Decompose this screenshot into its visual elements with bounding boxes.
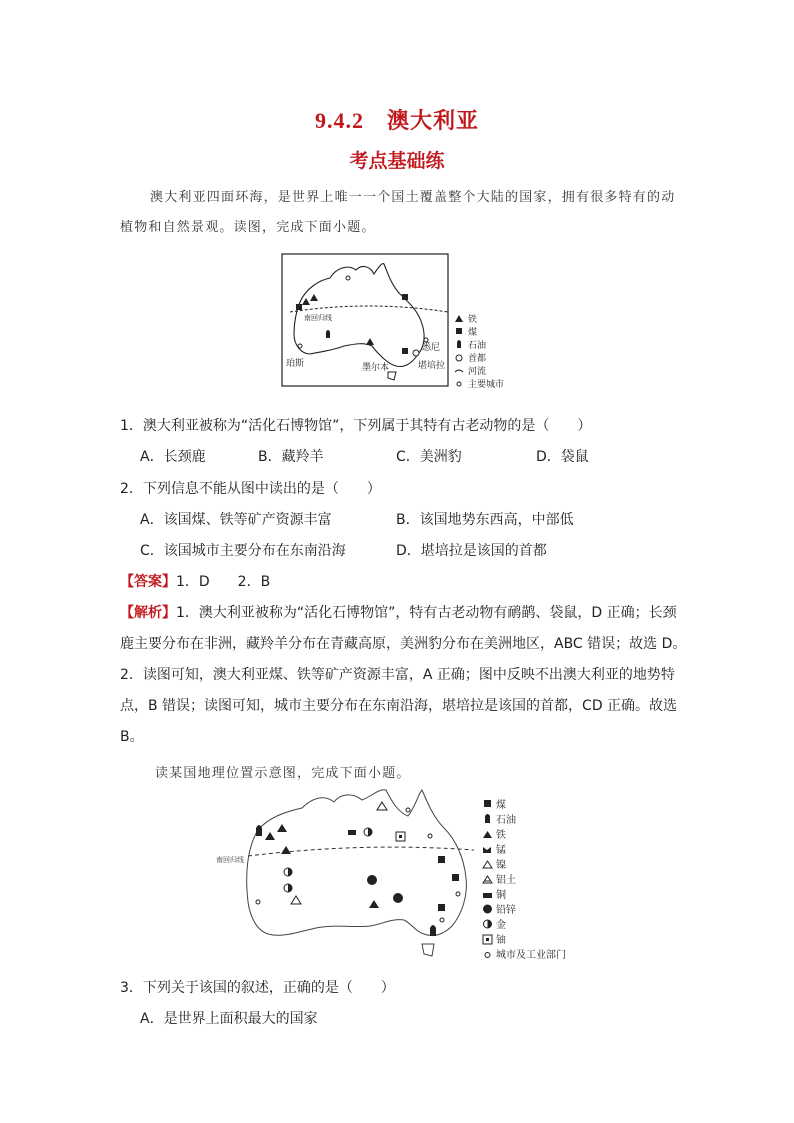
- coal-symbol: [438, 856, 445, 863]
- legend-item: 铝土: [496, 875, 516, 886]
- legend-oil-icon: [457, 340, 461, 348]
- sydney-label: 悉尼: [422, 343, 441, 353]
- legend-item: 主要城市: [468, 380, 505, 390]
- legend-item: 煤: [468, 328, 478, 338]
- analysis-label: 【解析】: [120, 605, 176, 621]
- city-symbol: [456, 892, 460, 896]
- question-1-option-b: B．藏羚羊: [258, 449, 324, 465]
- analysis-line-3: 2．读图可知，澳大利亚煤、铁等矿产资源丰富，A 正确；图中反映不出澳大利亚的地势特: [120, 667, 675, 683]
- legend-capital-icon: [456, 355, 462, 361]
- legend-item: 铅锌: [496, 905, 516, 916]
- legend-item: 首都: [468, 354, 487, 364]
- legend-bauxite-icon: [483, 876, 492, 883]
- coal-symbol: [296, 304, 302, 310]
- legend-copper-icon: [483, 893, 492, 898]
- legend-item: 铀: [496, 935, 506, 946]
- question-2-option-d: D．堪培拉是该国的首都: [396, 543, 547, 559]
- analysis-line-4: 点，B 错误；读图可知，城市主要分布在东南沿海，堪培拉是该国的首都，CD 正确。故选: [120, 698, 678, 714]
- question-3-stem: 3．下列关于该国的叙述，正确的是（ ）: [120, 980, 395, 996]
- legend-uranium-dot: [486, 938, 489, 941]
- canberra-label: 堪培拉: [418, 361, 446, 371]
- lead-zinc-symbol: [367, 875, 377, 885]
- legend-oil-icon: [485, 814, 490, 823]
- legend-item: 铁: [468, 315, 478, 325]
- question-1-option-d: D．袋鼠: [536, 449, 589, 465]
- legend-item: 石油: [468, 341, 487, 351]
- question-2-option-a: A．该国煤、铁等矿产资源丰富: [140, 512, 332, 528]
- melbourne-label: 墨尔本: [362, 363, 390, 373]
- question-1-stem: 1．澳大利亚被称为“活化石博物馆”，下列属于其特有古老动物的是（ ）: [120, 418, 592, 434]
- oil-symbol: [256, 825, 262, 836]
- legend-item: 铜: [496, 890, 506, 901]
- analysis-line-2: 鹿主要分布在非洲，藏羚羊分布在青藏高原，美洲豹分布在美洲地区，ABC 错误；故选 D。: [120, 636, 687, 652]
- question-2-option-c: C．该国城市主要分布在东南沿海: [140, 543, 346, 559]
- legend-item: 城市及工业部门: [496, 950, 566, 961]
- question-3-option-a: A．是世界上面积最大的国家: [140, 1011, 318, 1027]
- city-symbol: [406, 808, 410, 812]
- city-symbol: [424, 338, 428, 342]
- legend-iron-icon: [455, 315, 463, 322]
- page-subtitle: 考点基础练: [349, 150, 445, 172]
- analysis-line-5: B。: [120, 729, 144, 745]
- legend-item: 河流: [468, 367, 487, 377]
- legend-item: 煤: [496, 800, 506, 811]
- legend-manganese-icon: [483, 847, 491, 853]
- legend-coal-icon: [456, 328, 462, 334]
- legend-iron-icon: [483, 831, 492, 838]
- legend-coal-icon: [484, 800, 491, 807]
- intro-line-1: 澳大利亚四面环海，是世界上唯一一个国土覆盖整个大陆的国家，拥有很多特有的动: [150, 190, 676, 205]
- coal-symbol: [402, 348, 408, 354]
- tasmania: [422, 944, 434, 956]
- legend-item: 铁: [496, 830, 506, 841]
- question-1-option-a: A．长颈鹿: [140, 449, 206, 465]
- lead-zinc-symbol: [393, 893, 403, 903]
- tasmania: [388, 372, 396, 380]
- coal-symbol: [402, 294, 408, 300]
- legend-river-icon: [455, 370, 463, 372]
- legend-item: 金: [496, 920, 506, 931]
- perth-label: 珀斯: [286, 359, 305, 369]
- city-symbol: [346, 276, 350, 280]
- legend-nickel-icon: [483, 861, 492, 868]
- copper-symbol: [348, 830, 356, 835]
- city-symbol: [440, 918, 444, 922]
- question-2-stem: 2．下列信息不能从图中读出的是（ ）: [120, 481, 381, 497]
- question-1-option-c: C．美洲豹: [396, 449, 462, 465]
- legend-item: 镍: [496, 860, 506, 871]
- answer-text: 1．D 2．B: [176, 574, 271, 590]
- coal-symbol: [438, 904, 445, 911]
- legend-item: 锰: [496, 845, 506, 856]
- city-symbol: [256, 900, 260, 904]
- uranium-symbol-dot: [399, 835, 402, 838]
- oil-symbol: [430, 925, 436, 936]
- tropic-label: 南回归线: [216, 856, 244, 864]
- coal-symbol: [452, 874, 459, 881]
- city-symbol: [298, 344, 302, 348]
- australia-outline: [247, 790, 467, 936]
- legend-item: 石油: [496, 815, 516, 826]
- analysis-line-1: 【解析】1．澳大利亚被称为“活化石博物馆”，特有古老动物有鸸鹋、袋鼠，D 正确；长颈: [120, 605, 677, 621]
- legend-lead-zinc-icon: [483, 905, 492, 914]
- australia-resource-map: [278, 250, 528, 395]
- capital-symbol: [413, 350, 419, 356]
- tropic-label: 南回归线: [304, 314, 332, 322]
- intro-line-2: 植物和自然景观。读图，完成下面小题。: [120, 220, 376, 235]
- australia-mineral-map: [212, 784, 592, 970]
- oil-symbol: [326, 330, 330, 338]
- answer-label: 【答案】: [120, 574, 176, 590]
- question-2-option-b: B．该国地势东西高，中部低: [396, 512, 574, 528]
- legend-city-icon: [457, 382, 461, 386]
- answer-block: [120, 571, 270, 591]
- intro-2: 读某国地理位置示意图，完成下面小题。: [155, 766, 411, 781]
- legend-city-icon: [485, 953, 490, 958]
- page-title: 9.4.2 澳大利亚: [314, 108, 479, 133]
- city-symbol: [428, 834, 432, 838]
